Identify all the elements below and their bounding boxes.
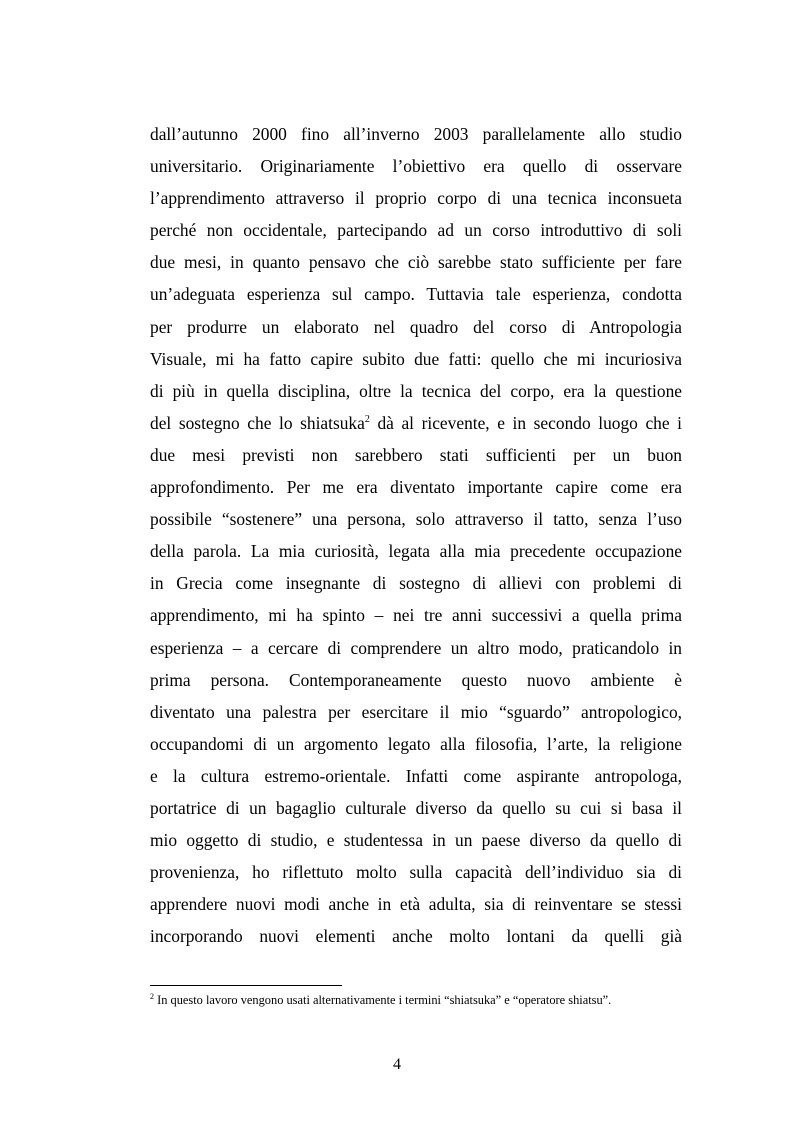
text-line: in Grecia come insegnante di sostegno di allievi con problemi di xyxy=(150,573,682,594)
text-line: dall’autunno 2000 fino all’inverno 2003 parallelamente allo studio xyxy=(150,124,682,144)
text-line: diventato una palestra per esercitare il mio “sguardo” antropologico, xyxy=(150,701,682,722)
text-line: per produrre un elaborato nel quadro del corso di Antropologia xyxy=(150,316,682,337)
page-number: 4 xyxy=(393,1056,401,1073)
text-line: portatrice di un bagaglio culturale diverso da quello su cui si basa il xyxy=(150,797,682,818)
text-line: provenienza, ho riflettuto molto sulla capacità dell’individuo sia di xyxy=(150,862,682,883)
footnote-separator xyxy=(150,985,342,986)
text-line: approfondimento. Per me era diventato importante capire come era xyxy=(150,477,682,498)
text-line-with-footnote-ref xyxy=(150,407,682,439)
footnote-text: In questo lavoro vengono usati alternativamente i termini “shiatsuka” e “operatore shiatsu”. xyxy=(154,993,612,1007)
text-line: l’apprendimento attraverso il proprio corpo di una tecnica inconsueta xyxy=(150,188,682,209)
text-segment: del sostegno che lo shiatsuka xyxy=(150,412,365,433)
text-line: possibile “sostenere” una persona, solo attraverso il tatto, senza l’uso xyxy=(150,509,682,530)
text-line: perché non occidentale, partecipando ad un corso introduttivo di soli xyxy=(150,220,682,241)
text-line: universitario. Originariamente l’obiettivo era quello di osservare xyxy=(150,156,682,177)
body-paragraph xyxy=(150,118,682,952)
text-line: prima persona. Contemporaneamente questo nuovo ambiente è xyxy=(150,669,682,690)
text-line: Visuale, mi ha fatto capire subito due fatti: quello che mi incuriosiva xyxy=(150,348,682,369)
text-line: apprendimento, mi ha spinto – nei tre anni successivi a quella prima xyxy=(150,605,682,626)
footnote xyxy=(150,992,710,1008)
footnote-number: 2 xyxy=(150,992,154,1001)
text-line: apprendere nuovi modi anche in età adulta, sia di reinventare se stessi xyxy=(150,894,682,915)
text-line: della parola. La mia curiosità, legata alla mia precedente occupazione xyxy=(150,541,682,562)
text-line: mio oggetto di studio, e studentessa in un paese diverso da quello di xyxy=(150,830,682,851)
text-line: incorporando nuovi elementi anche molto lontani da quelli già xyxy=(150,926,682,947)
text-line: due mesi, in quanto pensavo che ciò sarebbe stato sufficiente per fare xyxy=(150,252,682,273)
text-line: un’adeguata esperienza sul campo. Tuttavia tale esperienza, condotta xyxy=(150,284,682,305)
text-line: occupandomi di un argomento legato alla filosofia, l’arte, la religione xyxy=(150,733,682,754)
text-segment: dà al ricevente, e in secondo luogo che i xyxy=(369,412,682,433)
text-line: di più in quella disciplina, oltre la tecnica del corpo, era la questione xyxy=(150,380,682,401)
text-line: esperienza – a cercare di comprendere un altro modo, praticandolo in xyxy=(150,637,682,658)
footnote-reference[interactable]: 2 xyxy=(364,413,370,425)
text-line: due mesi previsti non sarebbero stati sufficienti per un buon xyxy=(150,444,682,465)
text-line: e la cultura estremo-orientale. Infatti come aspirante antropologa, xyxy=(150,765,682,786)
